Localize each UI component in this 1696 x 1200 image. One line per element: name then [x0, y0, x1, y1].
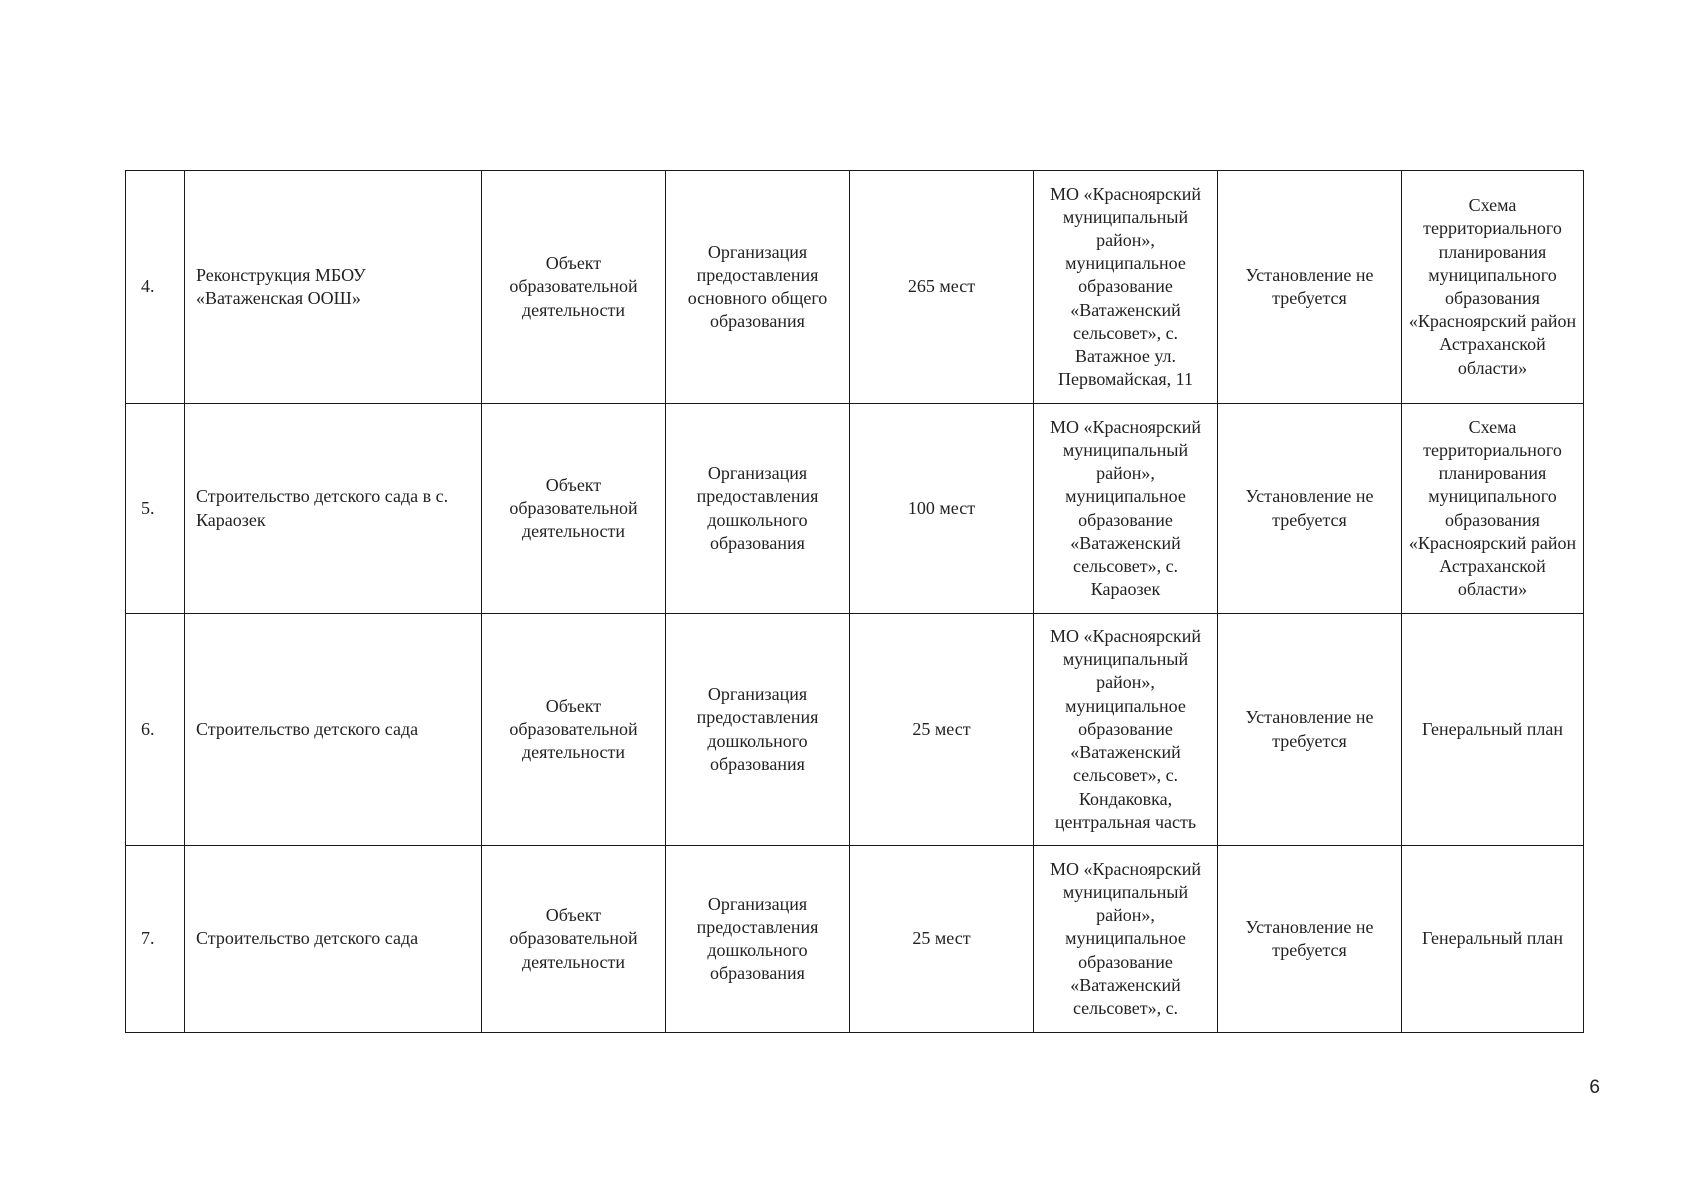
object-capacity: 25 мест [850, 846, 1034, 1033]
protection-zone: Установление не требуется [1218, 171, 1402, 404]
object-location: МО «Красноярский муниципальный район», муниципальное образование «Ватаженский сельсовет», с. Ватажное ул. Первомайская, 11 [1034, 171, 1218, 404]
object-purpose: Организация предоставления дошкольного образования [666, 404, 850, 614]
table-row [126, 614, 1584, 846]
planning-basis: Генеральный план [1402, 846, 1584, 1033]
table-row [126, 404, 1584, 614]
object-purpose: Организация предоставления основного общего образования [666, 171, 850, 404]
object-capacity: 25 мест [850, 614, 1034, 846]
row-number: 4. [126, 171, 185, 404]
object-location: МО «Красноярский муниципальный район», муниципальное образование «Ватаженский сельсовет», с. [1034, 846, 1218, 1033]
object-name: Строительство детского сада в с. Караозек [185, 404, 482, 614]
object-name: Строительство детского сада [185, 846, 482, 1033]
page-number: 6 [1589, 1077, 1600, 1098]
object-purpose: Организация предоставления дошкольного образования [666, 846, 850, 1033]
protection-zone: Установление не требуется [1218, 614, 1402, 846]
object-capacity: 265 мест [850, 171, 1034, 404]
object-name: Строительство детского сада [185, 614, 482, 846]
object-location: МО «Красноярский муниципальный район», муниципальное образование «Ватаженский сельсовет», с. Караозек [1034, 404, 1218, 614]
row-number: 7. [126, 846, 185, 1033]
object-type: Объект образовательной деятельности [482, 846, 666, 1033]
planned-objects-table [125, 170, 1584, 1033]
protection-zone: Установление не требуется [1218, 404, 1402, 614]
object-purpose: Организация предоставления дошкольного образования [666, 614, 850, 846]
object-capacity: 100 мест [850, 404, 1034, 614]
row-number: 6. [126, 614, 185, 846]
planning-basis: Схема территориального планирования муниципального образования «Красноярский район Астраханской области» [1402, 404, 1584, 614]
object-type: Объект образовательной деятельности [482, 171, 666, 404]
protection-zone: Установление не требуется [1218, 846, 1402, 1033]
object-name: Реконструкция МБОУ «Ватаженская ООШ» [185, 171, 482, 404]
planning-basis: Генеральный план [1402, 614, 1584, 846]
table-row [126, 171, 1584, 404]
object-type: Объект образовательной деятельности [482, 614, 666, 846]
row-number: 5. [126, 404, 185, 614]
table-row [126, 846, 1584, 1033]
object-location: МО «Красноярский муниципальный район», муниципальное образование «Ватаженский сельсовет», с. Кондаковка, центральная часть [1034, 614, 1218, 846]
planning-basis: Схема территориального планирования муниципального образования «Красноярский район Астраханской области» [1402, 171, 1584, 404]
object-type: Объект образовательной деятельности [482, 404, 666, 614]
